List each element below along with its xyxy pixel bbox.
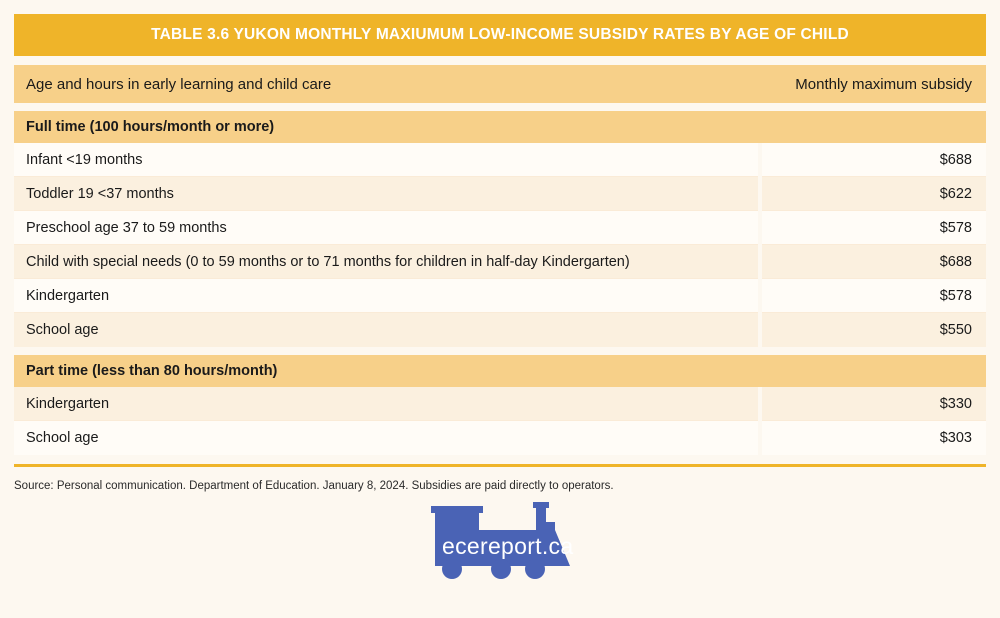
row-label: School age [14,313,758,347]
source-note: Source: Personal communication. Department of Education. January 8, 2024. Subsidies are paid directly to operators. [14,480,614,493]
subsidy-table [14,14,986,494]
table-row [14,177,986,211]
section-header-label: Full time (100 hours/month or more) [14,111,758,143]
row-label: Kindergarten [14,387,758,421]
row-value: $622 [762,177,986,211]
row-label: Infant <19 months [14,143,758,177]
table-row [14,211,986,245]
table-row [14,313,986,347]
row-value: $330 [762,387,986,421]
row-value: $303 [762,421,986,455]
logo-text: ecereport.ca [442,533,574,559]
column-header-monthly-maximum-subsidy: Monthly maximum subsidy [762,65,986,103]
section-header-value-spacer [762,111,986,143]
train-logo-icon [425,500,575,585]
table-row [14,279,986,313]
table-row [14,245,986,279]
row-label: Kindergarten [14,279,758,313]
column-header-age-hours: Age and hours in early learning and child care [14,65,758,103]
table-row [14,387,986,421]
row-value: $688 [762,245,986,279]
table-title: TABLE 3.6 YUKON MONTHLY MAXIUMUM LOW-INCOME SUBSIDY RATES BY AGE OF CHILD [14,14,986,56]
row-value: $688 [762,143,986,177]
table-column-header-row [14,65,986,103]
row-label: Toddler 19 <37 months [14,177,758,211]
section-header-label: Part time (less than 80 hours/month) [14,355,758,387]
row-label: Child with special needs (0 to 59 months or to 71 months for children in half-day Kindergarten) [14,245,758,279]
row-label: Preschool age 37 to 59 months [14,211,758,245]
section-header-part-time [14,355,986,387]
section-header-full-time [14,111,986,143]
row-value: $578 [762,279,986,313]
table-row [14,421,986,455]
section-header-value-spacer [762,355,986,387]
table-row [14,143,986,177]
row-label: School age [14,421,758,455]
row-value: $550 [762,313,986,347]
site-logo[interactable] [0,500,1000,585]
row-value: $578 [762,211,986,245]
